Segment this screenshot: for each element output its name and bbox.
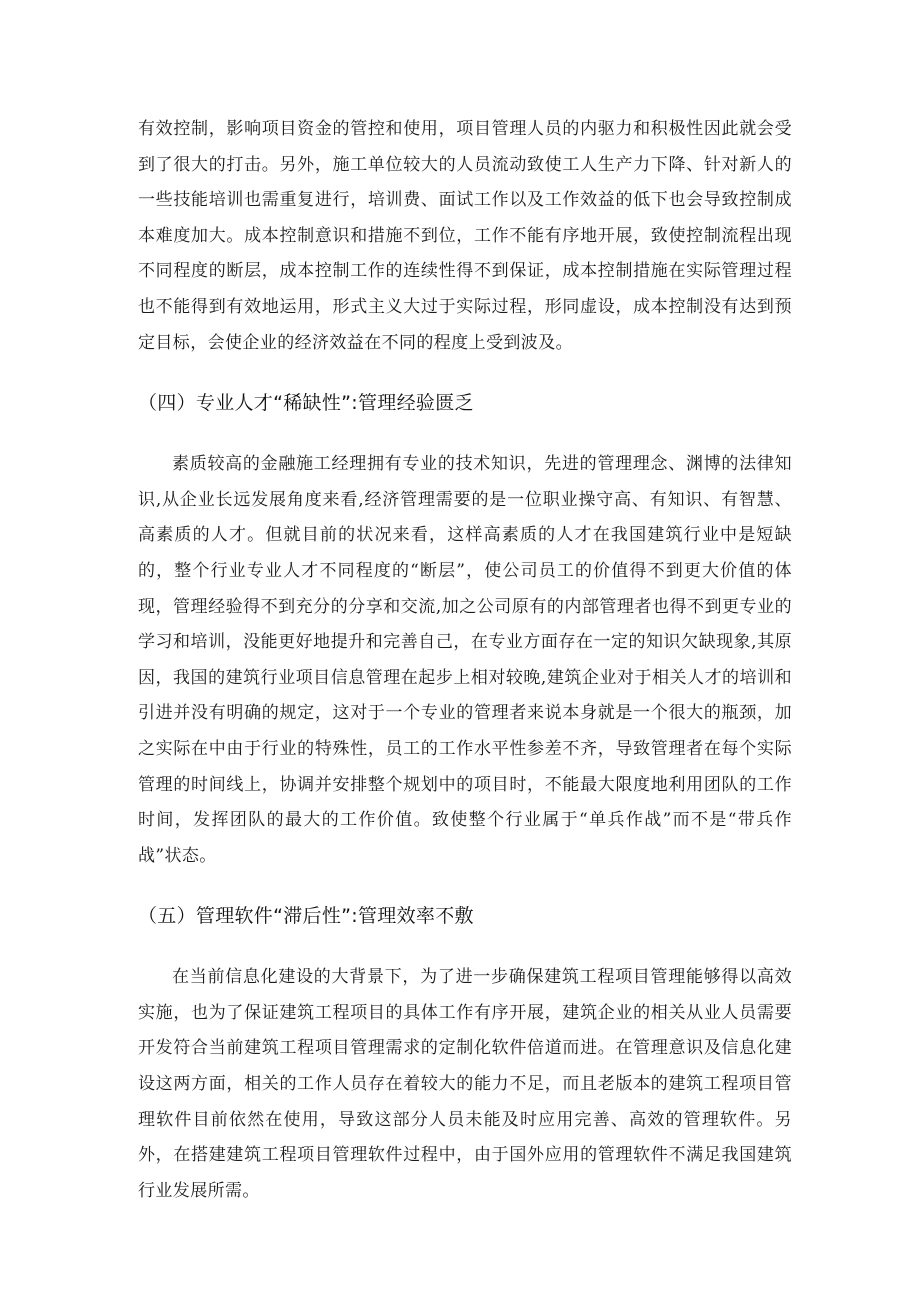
body-paragraph-talent: 素质较高的金融施工经理拥有专业的技术知识，先进的管理理念、渊博的法律知识,从企业长远发展角度来看,经济管理需要的是一位职业操守高、有知识、有智慧、高素质的人才。但就目前的状况来看，这样高素质的人才在我国建筑行业中是短缺的，整个行业专业人才不同程度的“断层”，使公司员工的价值得不到更大价值的体现，管理经验得不到充分的分享和交流,加之公司原有的内部管理者也得不到更专业的学习和培训，没能更好地提升和完善自己，在专业方面存在一定的知识欠缺现象,其原因，我国的建筑行业项目信息管理在起步上相对较晚,建筑企业对于相关人才的培训和引进并没有明确的规定，这对于一个专业的管理者来说本身就是一个很大的瓶颈，加之实际在中由于行业的特殊性，员工的工作水平性参差不齐，导致管理者在每个实际管理的时间线上，协调并安排整个规划中的项目时，不能最大限度地利用团队的工作时间，发挥团队的最大的工作价值。致使整个行业属于“单兵作战”而不是“带兵作战”状态。 (138, 454, 792, 866)
body-paragraph-cost-control: 有效控制，影响项目资金的管控和使用，项目管理人员的内驱力和积极性因此就会受到了很大的打击。另外，施工单位较大的人员流动致使工人生产力下降、针对新人的一些技能培训也需重复进行，培训费、面试工作以及工作效益的低下也会导致控制成本难度加大。成本控制意识和措施不到位，工作不能有序地开展，致使控制流程出现不同程度的断层，成本控制工作的连续性得不到保证，成本控制措施在实际管理过程也不能得到有效地运用，形式主义大过于实际过程，形同虚设，成本控制没有达到预定目标，会使企业的经济效益在不同的程度上受到波及。 (138, 119, 792, 353)
body-paragraph-software: 在当前信息化建设的大背景下，为了进一步确保建筑工程项目管理能够得以高效实施，也为了保证建筑工程项目的具体工作有序开展，建筑企业的相关从业人员需要开发符合当前建筑工程项目管理需求的定制化软件倍道而进。在管理意识及信息化建设这两方面，相关的工作人员存在着较大的能力不足，而且老版本的建筑工程项目管理软件目前依然在使用，导致这部分人员未能及时应用完善、高效的管理软件。另外，在搭建建筑工程项目管理软件过程中，由于国外应用的管理软件不满足我国建筑行业发展所需。 (138, 967, 792, 1201)
section-heading-software-lag: （五）管理软件“滞后性”:管理效率不敷 (138, 905, 474, 928)
section-heading-talent-scarcity: （四）专业人才“稀缺性”:管理经验匮乏 (138, 392, 474, 415)
